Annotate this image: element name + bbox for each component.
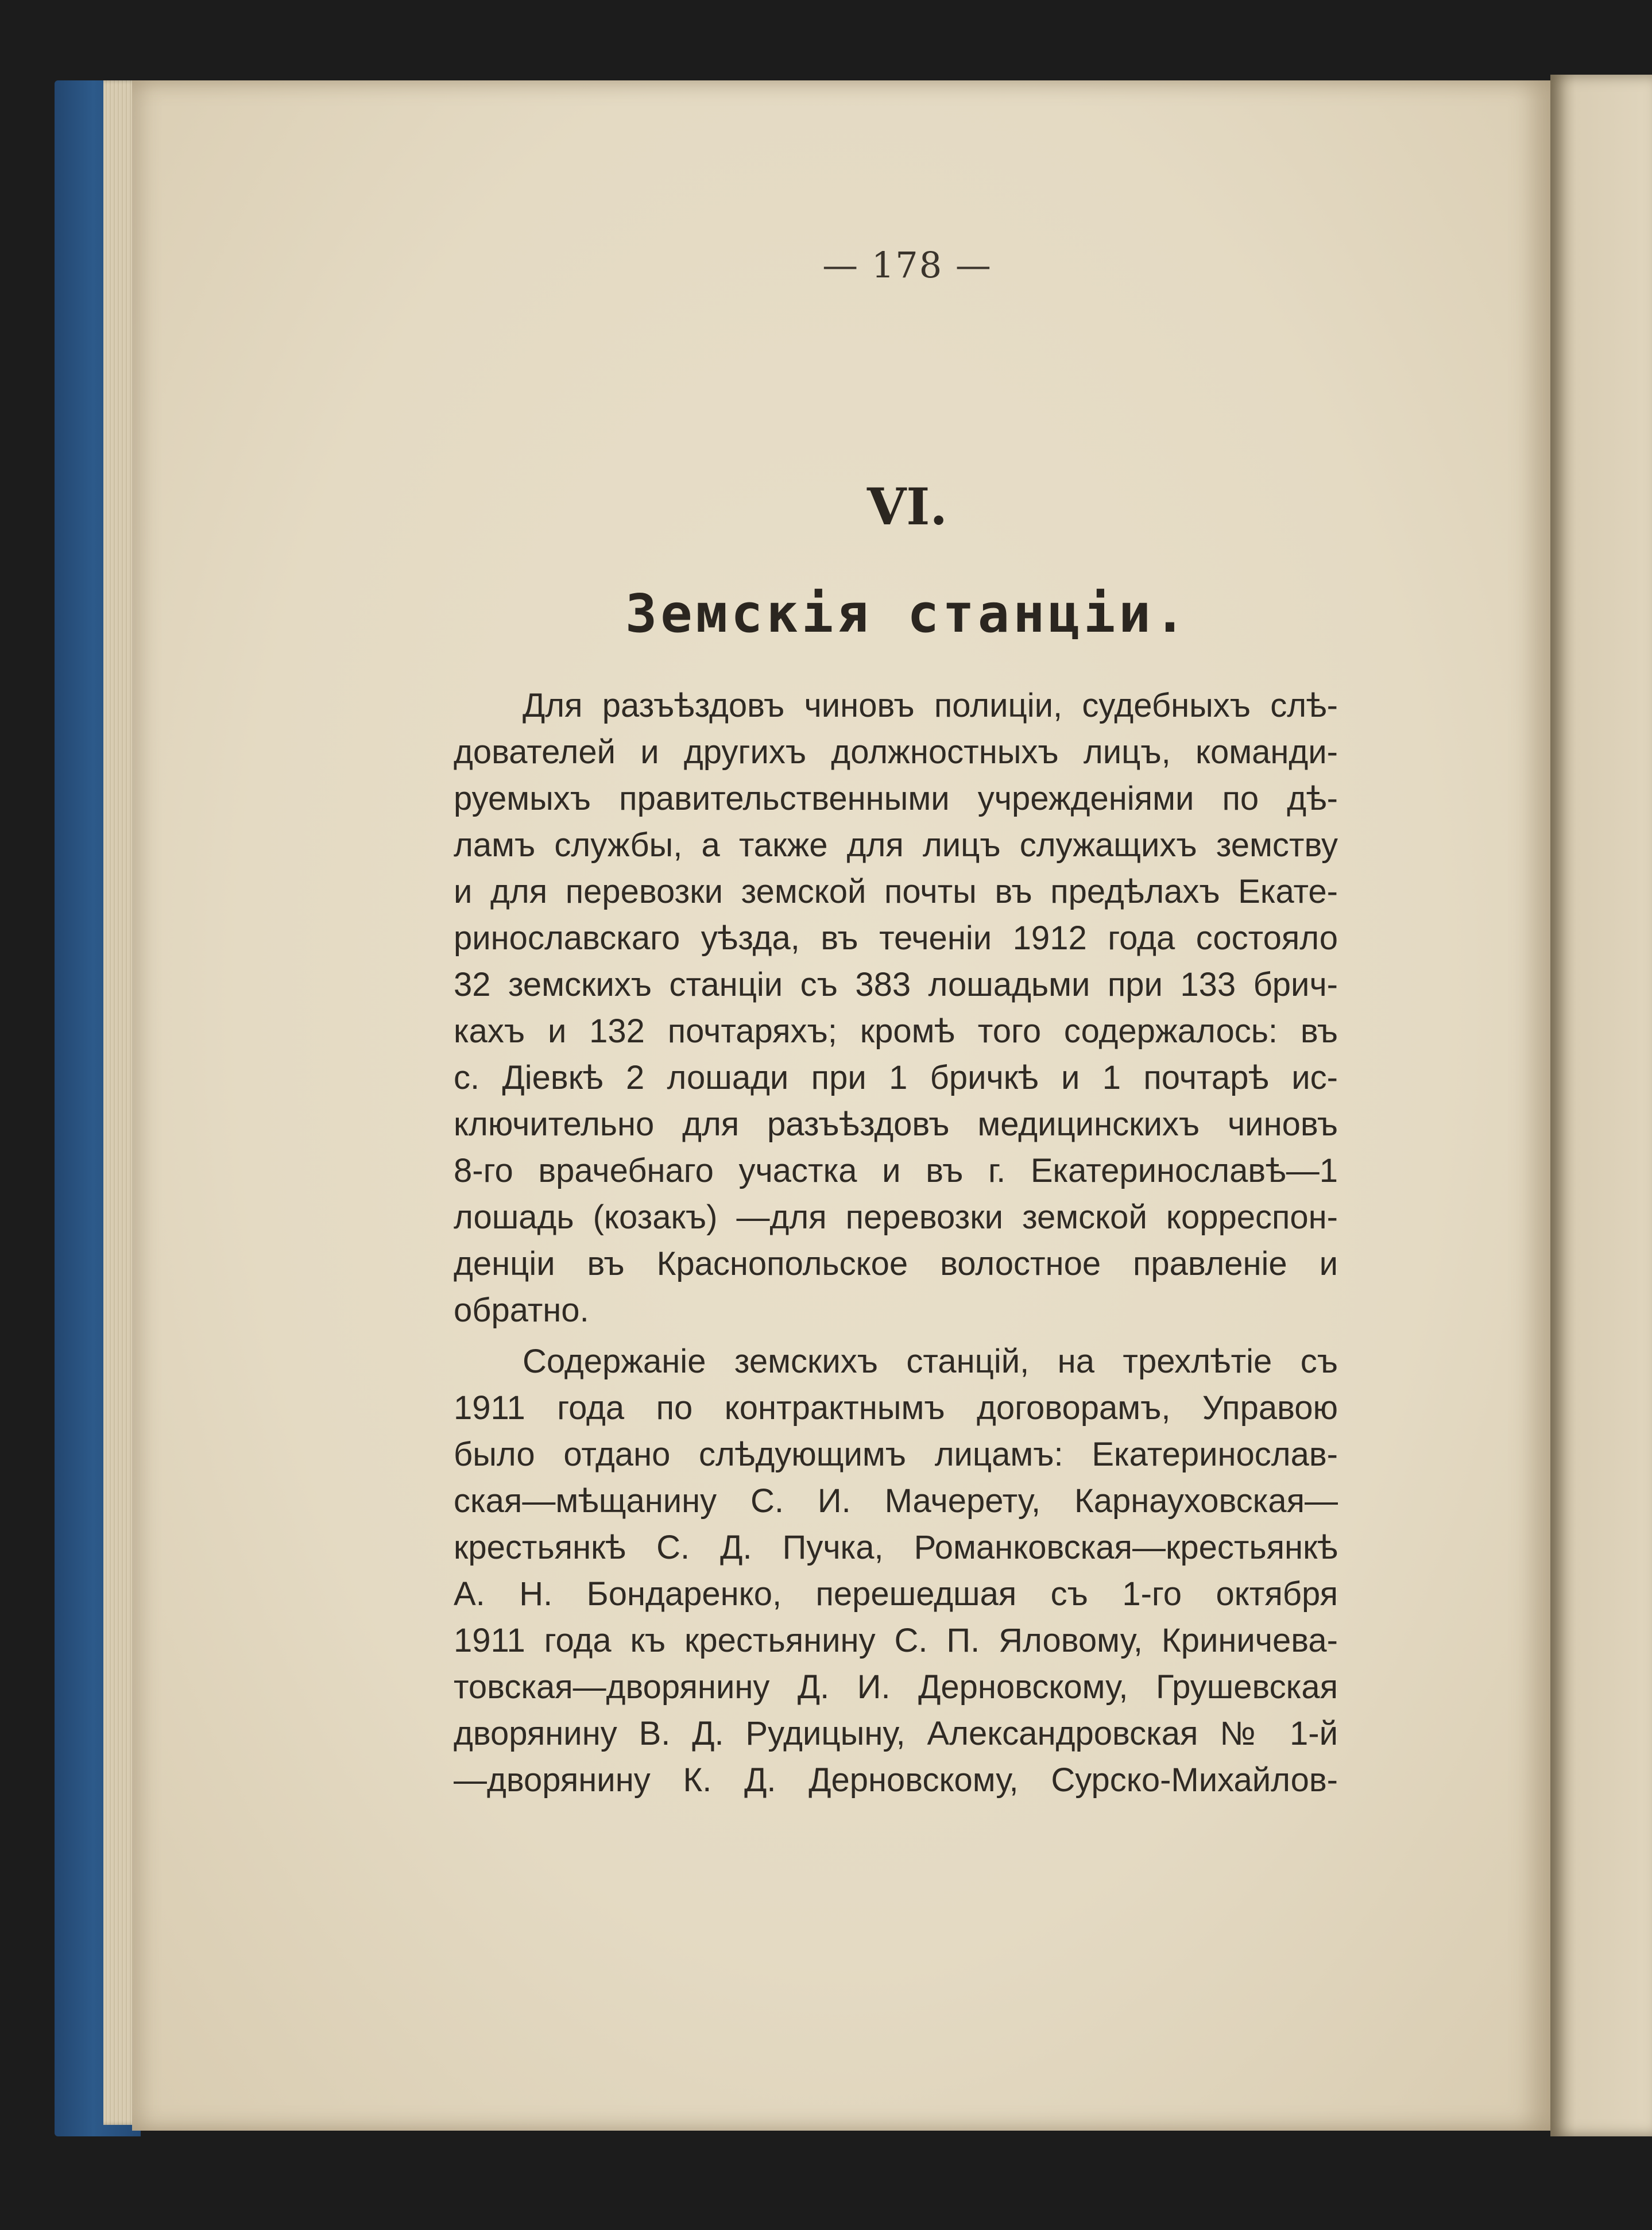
text-line: 8-го врачебнаго участка и въ г. Екатеринославѣ—1 <box>454 1152 1338 1189</box>
text-line: ключительно для разъѣздовъ медицинскихъ чиновъ <box>454 1106 1338 1143</box>
text-line: руемыхъ правительственными учрежденіями по дѣ- <box>454 780 1338 817</box>
text-line: денціи въ Краснопольское волостное правленіе и <box>454 1245 1338 1282</box>
text-line: и для перевозки земской почты въ предѣлахъ Екате- <box>454 873 1338 910</box>
chapter-numeral: VI. <box>866 477 948 536</box>
text-line: товская—дворянину Д. И. Дерновскому, Грушевская <box>454 1668 1338 1706</box>
text-line: было отдано слѣдующимъ лицамъ: Екатеринослав- <box>454 1436 1338 1473</box>
text-line: Для разъѣздовъ чиновъ полиціи, судебныхъ слѣ- <box>523 687 1338 724</box>
text-line: Содержаніе земскихъ станцій, на трехлѣтіе съ <box>523 1343 1338 1380</box>
paragraph-2 <box>454 1338 1338 1803</box>
text-line: —дворянину К. Д. Дерновскому, Сурско-Михайлов- <box>454 1761 1338 1799</box>
text-line: 1911 года къ крестьянину С. П. Яловому, Криничева- <box>454 1622 1338 1659</box>
text-line: лошадь (козакъ) —для перевозки земской корреспон- <box>454 1199 1338 1236</box>
text-line: ламъ службы, а также для лицъ служащихъ земству <box>454 826 1338 864</box>
text-line: ринославскаго уѣзда, въ теченіи 1912 года состояло <box>454 919 1338 957</box>
chapter-title: Земскія станціи. <box>625 583 1190 644</box>
text-line: кахъ и 132 почтаряхъ; кромѣ того содержалось: въ <box>454 1012 1338 1050</box>
text-line: ская—мѣщанину С. И. Мачерету, Карнауховская— <box>454 1482 1338 1520</box>
facing-page-edge <box>1550 75 1652 2136</box>
text-line: крестьянкѣ С. Д. Пучка, Романковская—крестьянкѣ <box>454 1529 1338 1566</box>
text-line: дворянину В. Д. Рудицыну, Александровская № 1-й <box>454 1715 1338 1752</box>
page-number: — 178 — <box>822 244 992 286</box>
paragraph-1 <box>454 682 1338 1334</box>
text-line: обратно. <box>454 1292 589 1329</box>
text-line: с. Діевкѣ 2 лошади при 1 бричкѣ и 1 почтарѣ ис- <box>454 1059 1338 1096</box>
text-line: дователей и другихъ должностныхъ лицъ, команди- <box>454 733 1338 771</box>
text-line: А. Н. Бондаренко, перешедшая съ 1-го октября <box>454 1575 1338 1613</box>
text-line: 32 земскихъ станціи съ 383 лошадьми при 133 брич- <box>454 966 1338 1003</box>
text-line: 1911 года по контрактнымъ договорамъ, Управою <box>454 1389 1338 1427</box>
